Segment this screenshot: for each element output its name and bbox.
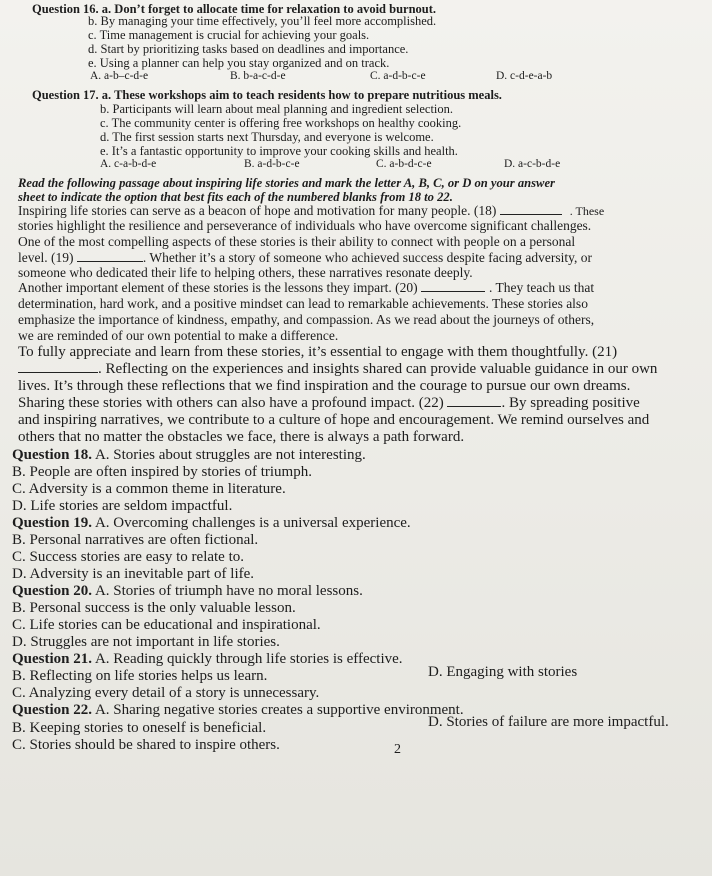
q16-option-c[interactable]: C. a-d-b-c-e	[370, 70, 426, 82]
q16-option-a[interactable]: A. a-b–c-d-e	[90, 70, 149, 82]
blank-21[interactable]	[18, 362, 98, 373]
q17-item-b: b. Participants will learn about meal planning and ingredient selection.	[100, 102, 454, 116]
q16-options	[90, 70, 690, 84]
q19-option-d[interactable]: D. Adversity is an inevitable part of life.	[12, 566, 255, 582]
q17-item-a: Question 17. a. These workshops aim to teach residents how to prepare nutritious meals.	[32, 88, 502, 102]
passage-line: One of the most compelling aspects of these stories is their ability to connect with people on a personal	[18, 234, 576, 249]
q22-option-c[interactable]: C. Stories should be shared to inspire others.	[12, 737, 280, 753]
passage-line: and inspiring narratives, we contribute to a culture of hope and encouragement. We remind ourselves and	[18, 412, 650, 428]
q17-option-d[interactable]: D. a-c-b-d-e	[504, 158, 561, 170]
q18-option-c[interactable]: C. Adversity is a common theme in literature.	[12, 481, 286, 497]
blank-18[interactable]	[500, 204, 562, 215]
passage-line: we are reminded of our own potential to make a difference.	[18, 328, 339, 343]
q20-option-b[interactable]: B. Personal success is the only valuable lesson.	[12, 600, 296, 616]
q22-option-a[interactable]: Question 22. A. Sharing negative stories creates a supportive environment.	[12, 702, 464, 718]
q16-item-c: c. Time management is crucial for achieving your goals.	[88, 28, 370, 42]
passage-line: Another important element of these stories is the lessons they impart. (20) . They teach us that	[18, 280, 595, 295]
passage-line: stories highlight the resilience and perseverance of individuals who have overcome significant challenges.	[18, 218, 592, 233]
q17-options	[100, 158, 690, 172]
passage-line: someone who dedicated their life to helping others, these narratives resonate deeply.	[18, 265, 473, 280]
q17-item-e: e. It’s a fantastic opportunity to improve your cooking skills and health.	[100, 144, 458, 158]
q19-option-c[interactable]: C. Success stories are easy to relate to.	[12, 549, 245, 565]
passage-line: . Reflecting on the experiences and insights shared can provide valuable guidance in our own	[18, 361, 657, 378]
q17-option-c[interactable]: C. a-b-d-c-e	[376, 158, 432, 170]
q21-option-b[interactable]: B. Reflecting on life stories helps us learn.	[12, 668, 268, 684]
blank-22[interactable]	[447, 396, 501, 407]
passage-instruction-line1: Read the following passage about inspiring life stories and mark the letter A, B, C, or D on your answer	[18, 176, 555, 190]
q22-option-d[interactable]: D. Stories of failure are more impactful.	[428, 714, 669, 730]
q16-item-a: Question 16. a. Don’t forget to allocate time for relaxation to avoid burnout.	[32, 2, 437, 16]
q20-option-d[interactable]: D. Struggles are not important in life stories.	[12, 634, 280, 650]
q17-item-d: d. The first session starts next Thursday, and everyone is welcome.	[100, 130, 434, 144]
passage-instruction-line2: sheet to indicate the option that best fits each of the numbered blanks from 18 to 22.	[18, 190, 453, 204]
q19-option-b[interactable]: B. Personal narratives are often fictional.	[12, 532, 259, 548]
q20-option-c[interactable]: C. Life stories can be educational and inspirational.	[12, 617, 321, 633]
q17-item-c: c. The community center is offering free workshops on healthy cooking.	[100, 116, 462, 130]
passage-line: determination, hard work, and a positive mindset can lead to remarkable achievements. These stories also	[18, 296, 588, 311]
q21-option-c[interactable]: C. Analyzing every detail of a story is unnecessary.	[12, 685, 320, 701]
passage-line: emphasize the importance of kindness, empathy, and compassion. As we read about the journeys of others,	[18, 312, 595, 327]
passage-line: level. (19) . Whether it’s a story of someone who achieved success despite facing adversity, or	[18, 250, 592, 265]
q16-item-d: d. Start by prioritizing tasks based on deadlines and importance.	[88, 42, 409, 56]
passage-line: others that no matter the obstacles we face, there is always a path forward.	[18, 429, 465, 445]
passage-line: Sharing these stories with others can also have a profound impact. (22) . By spreading positive	[18, 395, 640, 411]
passage-line: To fully appreciate and learn from these stories, it’s essential to engage with them thoughtfully. (21)	[18, 344, 618, 360]
q16-item-b: b. By managing your time effectively, you’ll feel more accomplished.	[88, 14, 437, 28]
q20-option-a[interactable]: Question 20. A. Stories of triumph have no moral lessons.	[12, 583, 363, 599]
q16-option-b[interactable]: B. b-a-c-d-e	[230, 70, 286, 82]
q17-option-a[interactable]: A. c-a-b-d-e	[100, 158, 157, 170]
passage-line: Inspiring life stories can serve as a beacon of hope and motivation for many people. (18) . These	[18, 203, 605, 218]
blank-19[interactable]	[77, 251, 143, 262]
q16-option-d[interactable]: D. c-d-e-a-b	[496, 70, 553, 82]
q22-option-b[interactable]: B. Keeping stories to oneself is beneficial.	[12, 720, 267, 736]
q21-option-d[interactable]: D. Engaging with stories	[428, 664, 578, 680]
q18-option-d[interactable]: D. Life stories are seldom impactful.	[12, 498, 233, 514]
q18-option-a[interactable]: Question 18. A. Stories about struggles are not interesting.	[12, 447, 366, 463]
q21-option-a[interactable]: Question 21. A. Reading quickly through life stories is effective.	[12, 651, 403, 667]
q16-item-e: e. Using a planner can help you stay organized and on track.	[88, 56, 390, 70]
passage-line: lives. It’s through these reflections that we find inspiration and the courage to pursue our own dreams.	[18, 378, 631, 394]
q19-option-a[interactable]: Question 19. A. Overcoming challenges is a universal experience.	[12, 515, 411, 531]
q17-option-b[interactable]: B. a-d-b-c-e	[244, 158, 300, 170]
page-number: 2	[394, 742, 401, 757]
blank-20[interactable]	[421, 281, 485, 292]
q18-option-b[interactable]: B. People are often inspired by stories of triumph.	[12, 464, 312, 480]
